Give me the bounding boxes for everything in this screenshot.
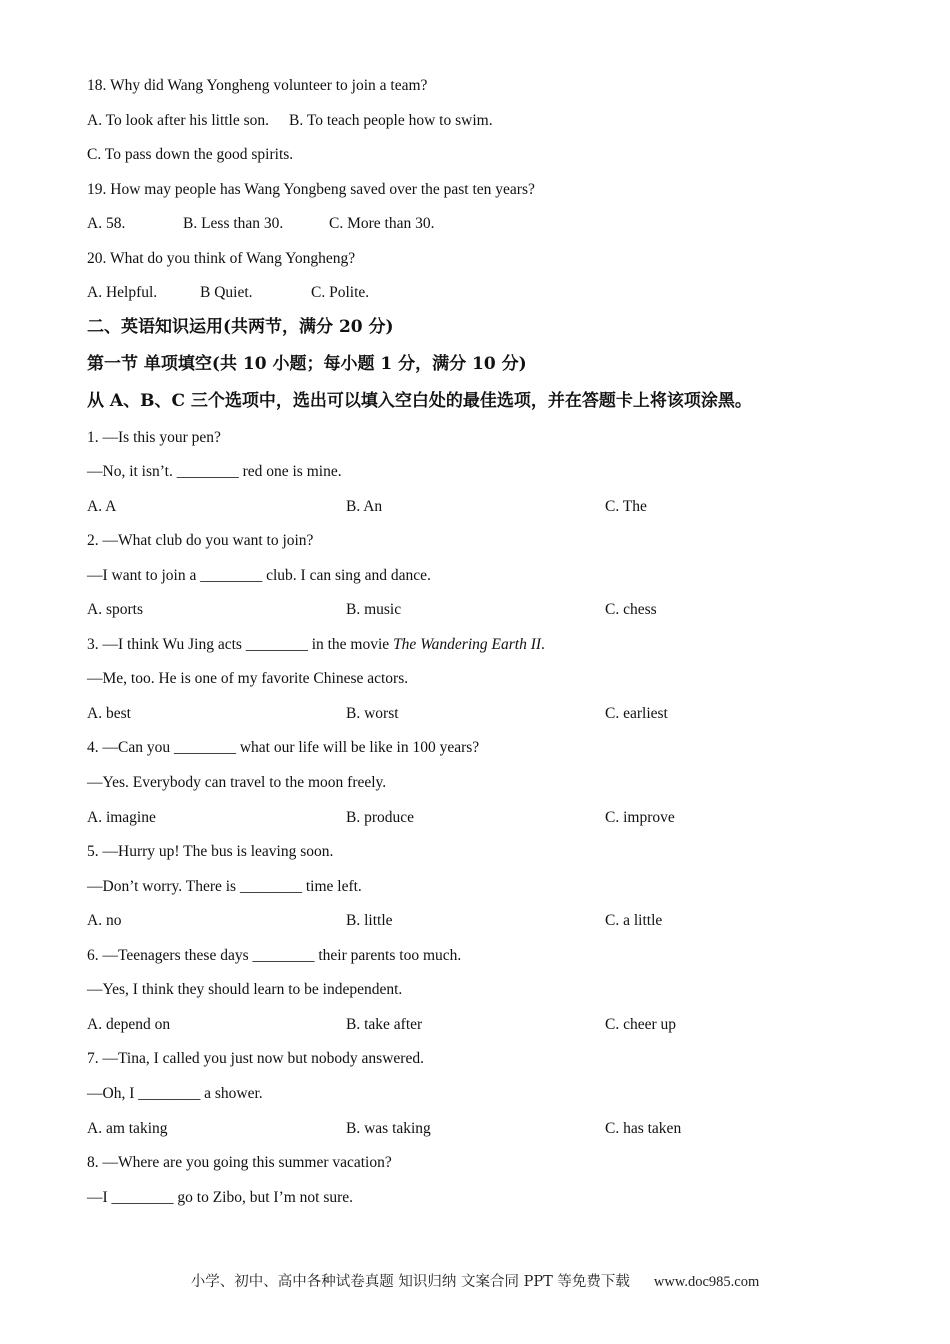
question-6: 6. —Teenagers these days ________ their parents too much.: [87, 947, 462, 964]
option-a: A. depend on: [87, 1016, 171, 1033]
option-c: C. To pass down the good spirits.: [87, 146, 294, 163]
question-6-answer-line: —Yes, I think they should learn to be independent.: [87, 981, 403, 998]
option-a: A. no: [87, 912, 122, 929]
instruction: 从 A、B、C 三个选项中，选出可以填入空白处的最佳选项，并在答题卡上将该项涂黑。: [87, 391, 752, 411]
option-a: A. 58.: [87, 215, 126, 232]
option-c: C. cheer up: [605, 1016, 677, 1033]
question-7-options: [87, 1119, 867, 1139]
question-7: 7. —Tina, I called you just now but nobody answered.: [87, 1050, 424, 1067]
question-4-options: [87, 808, 867, 828]
question-20: 20. What do you think of Wang Yongheng?: [87, 250, 356, 267]
question-2-options: [87, 600, 867, 620]
question-4: 4. —Can you ________ what our life will be like in 100 years?: [87, 739, 480, 756]
question-1: 1. —Is this your pen?: [87, 429, 221, 446]
question-5-answer-line: —Don’t worry. There is ________ time left.: [87, 878, 362, 895]
question-4-answer-line: —Yes. Everybody can travel to the moon freely.: [87, 774, 387, 791]
question-5-options: [87, 911, 867, 931]
footer-site-link[interactable]: www.doc985.com: [653, 1274, 760, 1290]
question-8-answer-line: —I ________ go to Zibo, but I’m not sure.: [87, 1189, 354, 1206]
question-3-end: .: [541, 636, 545, 653]
page-footer: [0, 1270, 950, 1291]
option-b: B. Less than 30.: [183, 215, 284, 232]
option-a: A. To look after his little son.: [87, 112, 270, 129]
part-title: 第一节 单项填空(共 10 小题；每小题 1 分，满分 10 分): [87, 354, 527, 374]
option-c: C. The: [605, 498, 647, 515]
question-3-options: [87, 704, 867, 724]
option-b: B Quiet.: [200, 284, 253, 301]
question-1-options: [87, 497, 867, 517]
option-c: C. has taken: [605, 1120, 682, 1137]
question-18-options-ab: [87, 111, 493, 131]
option-a: A. A: [87, 498, 117, 515]
question-7-answer-line: —Oh, I ________ a shower.: [87, 1085, 263, 1102]
option-a: A. imagine: [87, 809, 156, 826]
option-a: A. Helpful.: [87, 284, 158, 301]
question-8: 8. —Where are you going this summer vacation?: [87, 1154, 392, 1171]
option-b: B. An: [346, 498, 383, 515]
option-b: B. little: [346, 912, 393, 929]
question-3-answer-line: —Me, too. He is one of my favorite Chinese actors.: [87, 670, 409, 687]
option-c: C. Polite.: [311, 284, 370, 301]
option-b: B. music: [346, 601, 402, 618]
option-a: A. sports: [87, 601, 143, 618]
option-b: B. take after: [346, 1016, 423, 1033]
question-2-answer-line: —I want to join a ________ club. I can sing and dance.: [87, 567, 431, 584]
question-3-text: 3. —I think Wu Jing acts ________ in the movie: [87, 636, 394, 653]
option-b: B. was taking: [346, 1120, 431, 1137]
question-19: 19. How may people has Wang Yongbeng saved over the past ten years?: [87, 181, 535, 198]
question-5: 5. —Hurry up! The bus is leaving soon.: [87, 843, 334, 860]
section-title: 二、英语知识运用(共两节，满分 20 分): [87, 317, 394, 337]
option-c: C. More than 30.: [329, 215, 435, 232]
option-a: A. am taking: [87, 1120, 168, 1137]
option-b: B. produce: [346, 809, 415, 826]
footer-text: 小学、初中、高中各种试卷真题 知识归纳 文案合同 PPT 等免费下载: [190, 1274, 630, 1290]
option-c: C. a little: [605, 912, 663, 929]
question-2: 2. —What club do you want to join?: [87, 532, 314, 549]
question-18: 18. Why did Wang Yongheng volunteer to join a team?: [87, 77, 428, 94]
option-b: B. worst: [346, 705, 399, 722]
question-19-options: [87, 214, 434, 234]
question-1-answer-line: —No, it isn’t. ________ red one is mine.: [87, 463, 342, 480]
question-3: [87, 635, 545, 655]
option-c: C. chess: [605, 601, 657, 618]
option-c: C. earliest: [605, 705, 668, 722]
option-a: A. best: [87, 705, 131, 722]
option-c: C. improve: [605, 809, 675, 826]
question-6-options: [87, 1015, 867, 1035]
movie-title: The Wandering Earth II: [393, 636, 542, 653]
option-b: B. To teach people how to swim.: [289, 112, 493, 129]
question-20-options: [87, 283, 369, 303]
